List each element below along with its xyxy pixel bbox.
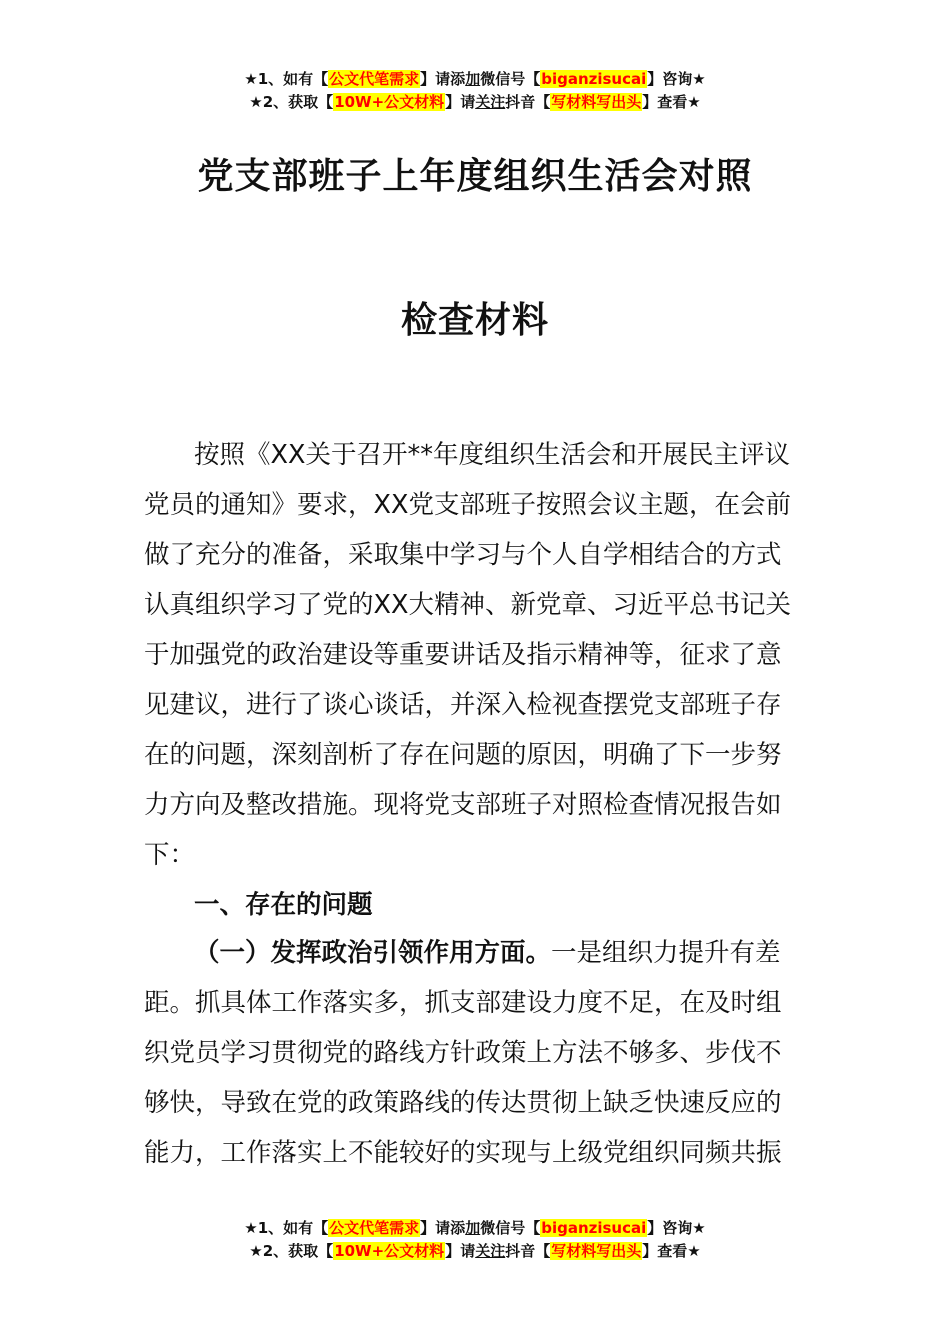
intro-paragraph: [144, 430, 808, 880]
banner-text: 】请添: [420, 70, 466, 88]
banner-text: 】请: [445, 1242, 476, 1260]
highlight-materials: 10W+公文材料: [334, 1242, 445, 1260]
document-title-line-2: 检查材料: [400, 300, 549, 341]
paragraph-line: 织党员学习贯彻党的路线方针政策上方法不够多、步伐不: [144, 1038, 782, 1068]
banner-text: 】查看★: [642, 93, 701, 111]
banner-text: ★1、如有【: [244, 70, 329, 88]
banner-text: 抖音【: [505, 1242, 551, 1260]
banner-text: 】查看★: [642, 1242, 701, 1260]
banner-text: 】咨询★: [647, 1219, 706, 1237]
highlight-douyin-account: 写材料写出头: [551, 93, 642, 111]
highlight-wechat-id: biganzisucai: [541, 70, 647, 88]
banner-underlined-text: 加: [465, 70, 481, 88]
paragraph-line: 够快，导致在党的政策路线的传达贯彻上缺乏快速反应的: [144, 1088, 782, 1118]
highlight-service: 公文代笔需求: [329, 1219, 420, 1237]
paragraph-line: 在的问题，深刻剖析了存在问题的原因，明确了下一步努: [144, 740, 782, 770]
highlight-wechat-id: biganzisucai: [541, 1219, 647, 1237]
paragraph-line: 于加强党的政治建设等重要讲话及指示精神等，征求了意: [144, 640, 782, 670]
banner-text: 】请: [445, 93, 476, 111]
paragraph-line: 下：: [144, 840, 196, 870]
highlight-douyin-account: 写材料写出头: [551, 1242, 642, 1260]
paragraph-line: 认真组织学习了党的XX大精神、新党章、习近平总书记关: [144, 590, 791, 620]
banner-line-2: [0, 1240, 950, 1263]
banner-text: ★1、如有【: [244, 1219, 329, 1237]
banner-underlined-text: 关注: [475, 1242, 506, 1260]
footer-banner: [0, 1217, 950, 1263]
document-title-line-1: 党支部班子上年度组织生活会对照: [197, 156, 753, 197]
paragraph-line: 做了充分的准备，采取集中学习与个人自学相结合的方式: [144, 540, 782, 570]
banner-text: 微信号【: [480, 70, 541, 88]
banner-text: ★2、获取【: [249, 1242, 334, 1260]
paragraph-line: 能力，工作落实上不能较好的实现与上级党组织同频共振: [144, 1138, 782, 1168]
section-heading: 一、存在的问题: [194, 890, 373, 920]
banner-text: 抖音【: [505, 93, 551, 111]
banner-text: 】咨询★: [647, 70, 706, 88]
banner-text: ★2、获取【: [249, 93, 334, 111]
paragraph-line: 力方向及整改措施。现将党支部班子对照检查情况报告如: [144, 790, 782, 820]
header-banner: [0, 68, 950, 114]
paragraph-first-line: [144, 928, 808, 978]
paragraph-line: 距。抓具体工作落实多，抓支部建设力度不足，在及时组: [144, 988, 782, 1018]
banner-text: 】请添: [420, 1219, 466, 1237]
paragraph-text: 一是组织力提升有差: [551, 938, 781, 968]
paragraph-line: 见建议，进行了谈心谈话，并深入检视查摆党支部班子存: [144, 690, 782, 720]
highlight-materials: 10W+公文材料: [334, 93, 445, 111]
paragraph-line: 党员的通知》要求，XX党支部班子按照会议主题，在会前: [144, 490, 791, 520]
banner-line-1: [0, 1217, 950, 1240]
subsection-paragraph: [144, 928, 808, 1178]
banner-line-2: [0, 91, 950, 114]
highlight-service: 公文代笔需求: [329, 70, 420, 88]
banner-underlined-text: 关注: [475, 93, 506, 111]
banner-text: 微信号【: [480, 1219, 541, 1237]
banner-line-1: [0, 68, 950, 91]
banner-underlined-text: 加: [465, 1219, 481, 1237]
subsection-heading: （一）发挥政治引领作用方面。: [194, 938, 552, 968]
paragraph-line: 按照《XX关于召开**年度组织生活会和开展民主评议: [194, 440, 790, 470]
